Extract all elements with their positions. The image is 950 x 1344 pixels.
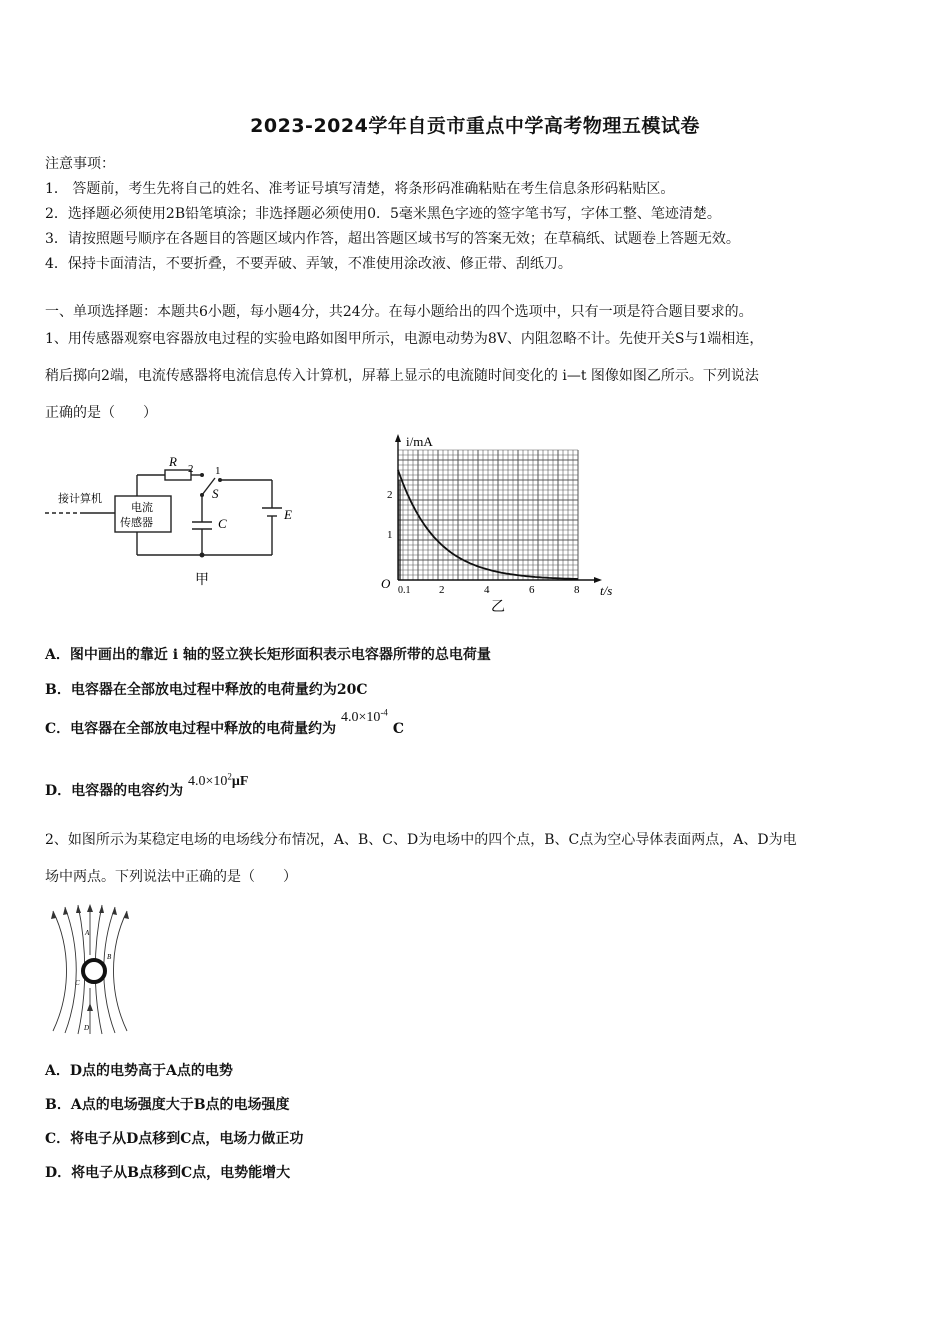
notice-item-3: 3．请按照题号顺序在各题目的答题区域内作答，超出答题区域书写的答案无效；在草稿纸、试题卷上答题无效。 <box>45 231 740 247</box>
q1-option-b[interactable]: B．电容器在全部放电过程中释放的电荷量约为20C <box>45 682 368 698</box>
label-r: R <box>169 454 177 469</box>
graph-ylabel: i/mA <box>406 434 433 449</box>
it-graph <box>378 430 638 615</box>
label-e: E <box>284 507 292 522</box>
sensor-label-1: 电流 <box>131 502 153 514</box>
graph-xlabel: t/s <box>600 583 613 598</box>
graph-xtick-8: 8 <box>574 584 580 596</box>
field-lines-figure <box>45 903 140 1038</box>
q1-option-d-value: $4.0\times 10^2\mu F$ <box>188 771 249 789</box>
label-computer: 接计算机 <box>58 493 102 505</box>
q2-option-a[interactable]: A．D点的电势高于A点的电势 <box>45 1063 233 1079</box>
graph-xtick-0-1: 0.1 <box>398 585 411 596</box>
field-label-b: B <box>107 953 112 961</box>
circuit-diagram <box>40 450 310 590</box>
graph-ytick-1: 1 <box>387 529 393 541</box>
graph-xtick-6: 6 <box>529 584 535 596</box>
label-s: S <box>212 486 219 501</box>
q1-option-d[interactable] <box>45 771 249 800</box>
q1-stem-line-1: 1、用传感器观察电容器放电过程的实验电路如图甲所示，电源电动势为8V、内阻忽略不计。先使开关S与1端相连， <box>45 331 764 347</box>
q1-option-c-unit: C <box>392 721 404 737</box>
label-2: 2 <box>188 463 194 475</box>
circuit-caption: 甲 <box>195 573 209 588</box>
q1-option-c[interactable] <box>45 707 404 738</box>
q1-stem-line-2: 稍后掷向2端，电流传感器将电流信息传入计算机，屏幕上显示的电流随时间变化的 i—t 图像如图乙所示。下列说法 <box>45 368 759 384</box>
notice-heading: 注意事项： <box>45 156 115 172</box>
label-c: C <box>218 516 227 531</box>
q2-option-b[interactable]: B．A点的电场强度大于B点的电场强度 <box>45 1097 290 1113</box>
field-label-a: A <box>85 929 90 937</box>
section-heading: 一、单项选择题：本题共6小题，每小题4分，共24分。在每小题给出的四个选项中，只有一项是符合题目要求的。 <box>45 304 753 320</box>
page-title: 2023-2024学年自贡市重点中学高考物理五模试卷 <box>250 115 700 137</box>
field-label-d: D <box>84 1024 90 1032</box>
graph-xtick-4: 4 <box>484 584 490 596</box>
q2-option-d[interactable]: D．将电子从B点移到C点，电势能增大 <box>45 1165 291 1181</box>
graph-xtick-2: 2 <box>439 584 445 596</box>
q2-option-c[interactable]: C．将电子从D点移到C点，电场力做正功 <box>45 1131 304 1147</box>
notice-item-4: 4．保持卡面清洁，不要折叠，不要弄破、弄皱，不准使用涂改液、修正带、刮纸刀。 <box>45 256 572 272</box>
q1-option-c-text: C．电容器在全部放电过程中释放的电荷量约为 <box>45 721 337 737</box>
field-label-c: C <box>75 979 80 987</box>
q1-option-d-text: D．电容器的电容约为 <box>45 783 184 799</box>
sensor-label-2: 传感器 <box>120 517 153 529</box>
notice-item-2: 2．选择题必须使用2B铅笔填涂；非选择题必须使用0．5毫米黑色字迹的签字笔书写，字体工整、笔迹清楚。 <box>45 206 721 222</box>
graph-origin: O <box>381 576 391 591</box>
graph-ytick-2: 2 <box>387 489 393 501</box>
q1-stem-line-3: 正确的是（ ） <box>45 405 157 421</box>
q2-stem-line-2: 场中两点。下列说法中正确的是（ ） <box>45 869 297 885</box>
q1-option-a[interactable]: A．图中画出的靠近 i 轴的竖立狭长矩形面积表示电容器所带的总电荷量 <box>45 647 491 663</box>
label-1: 1 <box>215 465 221 477</box>
q2-stem-line-1: 2、如图所示为某稳定电场的电场线分布情况，A、B、C、D为电场中的四个点，B、C点为空心导体表面两点，A、D为电 <box>45 832 797 848</box>
graph-caption: 乙 <box>491 600 505 615</box>
notice-item-1: 1． 答题前，考生先将自己的姓名、准考证号填写清楚，将条形码准确粘贴在考生信息条形码粘贴区。 <box>45 181 675 197</box>
q1-option-c-value: $4.0\times 10^{-4}$ <box>341 707 388 725</box>
